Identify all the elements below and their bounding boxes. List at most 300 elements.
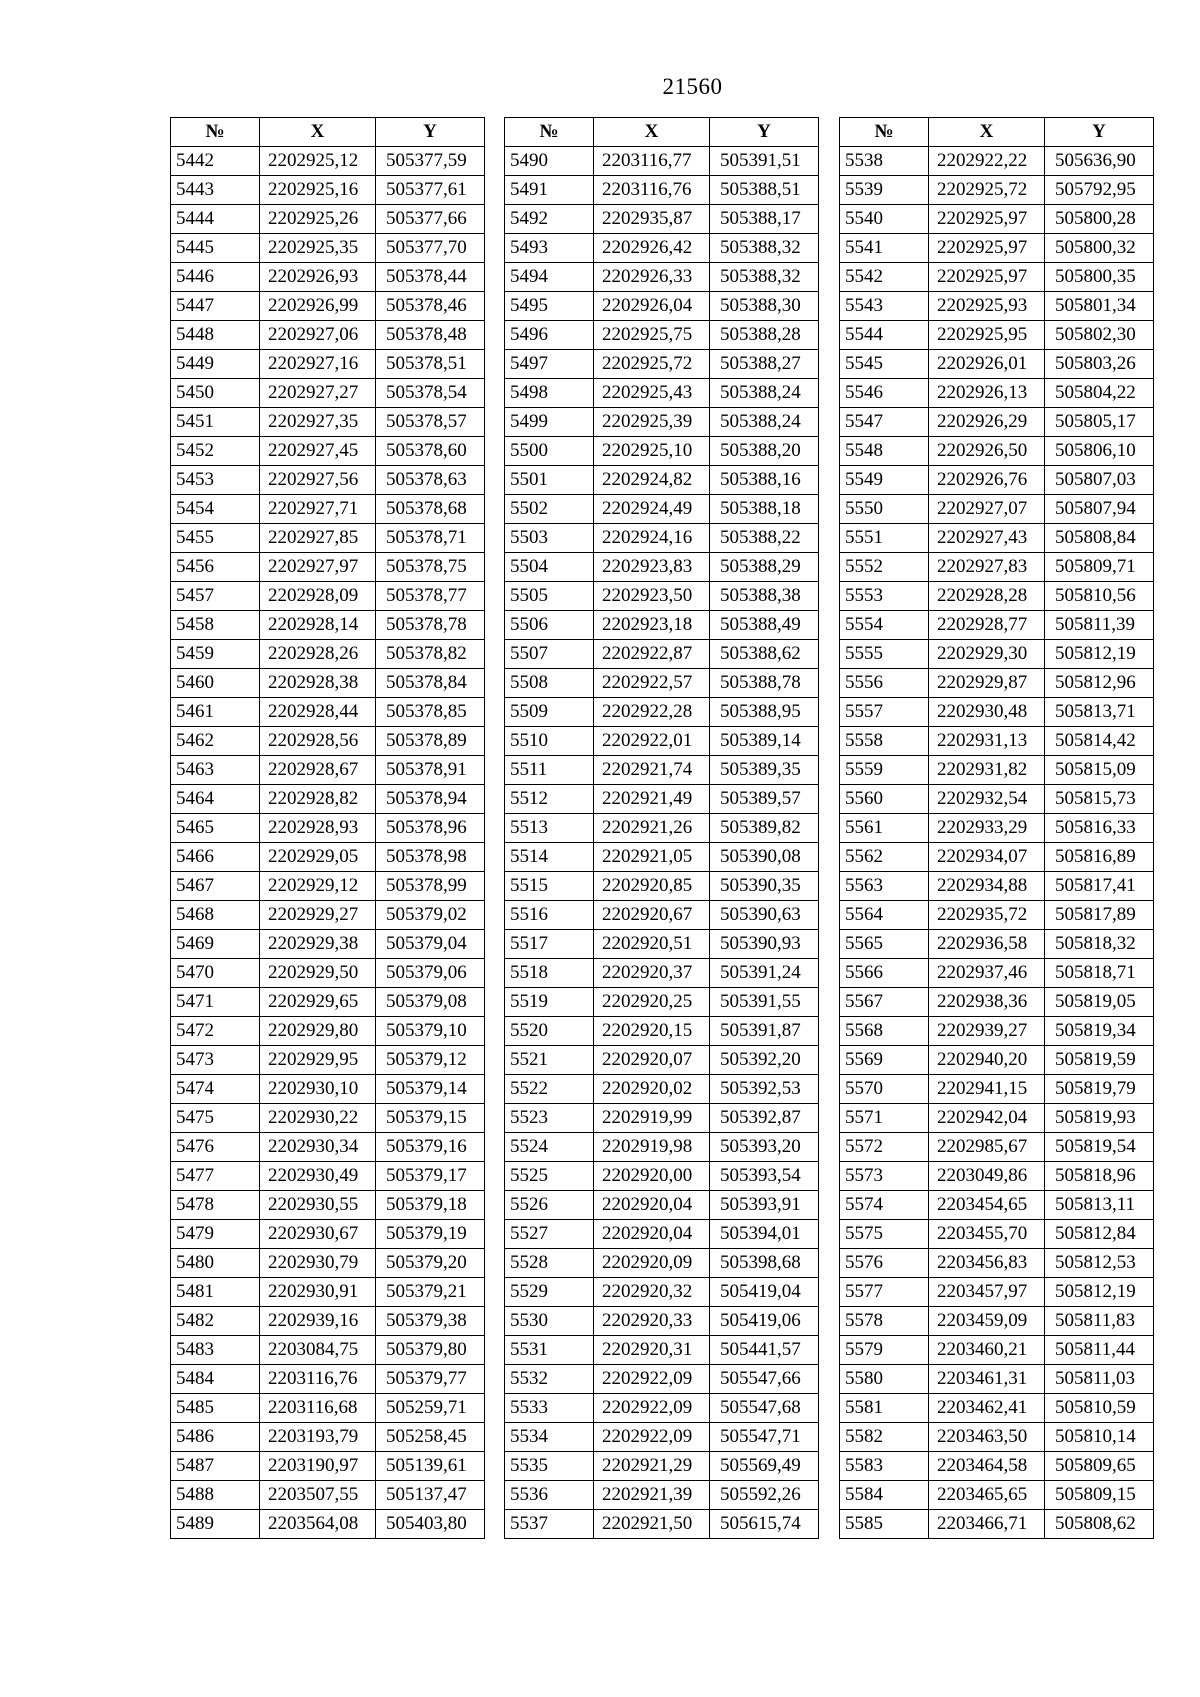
cell-y: 505419,06 <box>710 1307 819 1336</box>
cell-y: 505378,75 <box>376 553 485 582</box>
cell-x: 2202930,91 <box>260 1278 376 1307</box>
cell-number: 5487 <box>171 1452 260 1481</box>
cell-x: 2202929,30 <box>929 640 1045 669</box>
table-row <box>840 1133 1154 1162</box>
cell-y: 505377,66 <box>376 205 485 234</box>
table-row <box>505 756 819 785</box>
cell-y: 505569,49 <box>710 1452 819 1481</box>
cell-x: 2202921,39 <box>594 1481 710 1510</box>
cell-number: 5541 <box>840 234 929 263</box>
table-row <box>840 321 1154 350</box>
cell-x: 2202922,09 <box>594 1423 710 1452</box>
cell-x: 2202929,05 <box>260 843 376 872</box>
cell-x: 2202925,97 <box>929 263 1045 292</box>
cell-y: 505378,78 <box>376 611 485 640</box>
cell-x: 2202929,50 <box>260 959 376 988</box>
table-row <box>505 959 819 988</box>
cell-number: 5532 <box>505 1365 594 1394</box>
table-row <box>840 1191 1154 1220</box>
cell-number: 5469 <box>171 930 260 959</box>
cell-x: 2202927,85 <box>260 524 376 553</box>
cell-y: 505392,53 <box>710 1075 819 1104</box>
cell-y: 505388,78 <box>710 669 819 698</box>
cell-x: 2202926,04 <box>594 292 710 321</box>
table-row <box>840 1394 1154 1423</box>
cell-x: 2202942,04 <box>929 1104 1045 1133</box>
cell-y: 505809,15 <box>1045 1481 1154 1510</box>
table-row <box>840 205 1154 234</box>
cell-y: 505819,05 <box>1045 988 1154 1017</box>
cell-x: 2202931,13 <box>929 727 1045 756</box>
table-row <box>171 1365 485 1394</box>
table-row <box>171 611 485 640</box>
cell-y: 505379,20 <box>376 1249 485 1278</box>
cell-number: 5544 <box>840 321 929 350</box>
header-x: X <box>929 118 1045 147</box>
cell-number: 5553 <box>840 582 929 611</box>
table-row <box>505 205 819 234</box>
cell-y: 505378,82 <box>376 640 485 669</box>
table-row <box>171 147 485 176</box>
cell-x: 2202928,67 <box>260 756 376 785</box>
cell-number: 5450 <box>171 379 260 408</box>
cell-y: 505815,09 <box>1045 756 1154 785</box>
cell-x: 2202926,50 <box>929 437 1045 466</box>
cell-y: 505817,89 <box>1045 901 1154 930</box>
cell-x: 2202927,06 <box>260 321 376 350</box>
table-row <box>505 1481 819 1510</box>
cell-x: 2203464,58 <box>929 1452 1045 1481</box>
table-row <box>171 524 485 553</box>
cell-y: 505810,14 <box>1045 1423 1154 1452</box>
table-row <box>171 785 485 814</box>
cell-x: 2202920,02 <box>594 1075 710 1104</box>
cell-x: 2202927,16 <box>260 350 376 379</box>
table-row <box>505 785 819 814</box>
cell-x: 2202920,00 <box>594 1162 710 1191</box>
cell-y: 505379,06 <box>376 959 485 988</box>
cell-number: 5490 <box>505 147 594 176</box>
table-row <box>840 1162 1154 1191</box>
cell-y: 505139,61 <box>376 1452 485 1481</box>
cell-x: 2202927,97 <box>260 553 376 582</box>
cell-number: 5539 <box>840 176 929 205</box>
cell-y: 505388,16 <box>710 466 819 495</box>
cell-number: 5503 <box>505 524 594 553</box>
table-row <box>171 437 485 466</box>
cell-number: 5442 <box>171 147 260 176</box>
cell-x: 2202930,10 <box>260 1075 376 1104</box>
cell-y: 505636,90 <box>1045 147 1154 176</box>
cell-number: 5559 <box>840 756 929 785</box>
cell-x: 2203457,97 <box>929 1278 1045 1307</box>
cell-y: 505389,14 <box>710 727 819 756</box>
cell-x: 2202919,98 <box>594 1133 710 1162</box>
cell-x: 2203564,08 <box>260 1510 376 1539</box>
cell-y: 505378,91 <box>376 756 485 785</box>
cell-y: 505816,89 <box>1045 843 1154 872</box>
cell-number: 5545 <box>840 350 929 379</box>
cell-x: 2202921,50 <box>594 1510 710 1539</box>
table-row <box>171 1017 485 1046</box>
cell-number: 5515 <box>505 872 594 901</box>
cell-y: 505818,71 <box>1045 959 1154 988</box>
cell-y: 505392,87 <box>710 1104 819 1133</box>
cell-y: 505258,45 <box>376 1423 485 1452</box>
cell-x: 2202933,29 <box>929 814 1045 843</box>
cell-x: 2202925,72 <box>929 176 1045 205</box>
cell-number: 5446 <box>171 263 260 292</box>
cell-y: 505811,39 <box>1045 611 1154 640</box>
cell-number: 5579 <box>840 1336 929 1365</box>
cell-x: 2202927,35 <box>260 408 376 437</box>
cell-number: 5448 <box>171 321 260 350</box>
cell-number: 5453 <box>171 466 260 495</box>
cell-x: 2202938,36 <box>929 988 1045 1017</box>
cell-number: 5556 <box>840 669 929 698</box>
cell-y: 505388,51 <box>710 176 819 205</box>
cell-number: 5477 <box>171 1162 260 1191</box>
cell-y: 505819,79 <box>1045 1075 1154 1104</box>
cell-y: 505812,19 <box>1045 640 1154 669</box>
cell-number: 5495 <box>505 292 594 321</box>
cell-y: 505800,28 <box>1045 205 1154 234</box>
cell-y: 505547,66 <box>710 1365 819 1394</box>
table-row <box>505 988 819 1017</box>
cell-y: 505807,94 <box>1045 495 1154 524</box>
cell-number: 5524 <box>505 1133 594 1162</box>
cell-number: 5525 <box>505 1162 594 1191</box>
cell-x: 2202928,56 <box>260 727 376 756</box>
table-row <box>171 1249 485 1278</box>
header-number: № <box>840 118 929 147</box>
table-row <box>840 640 1154 669</box>
table-row <box>171 321 485 350</box>
cell-y: 505808,84 <box>1045 524 1154 553</box>
table-row <box>505 350 819 379</box>
table-row <box>840 1278 1154 1307</box>
table-row <box>840 495 1154 524</box>
cell-y: 505388,32 <box>710 263 819 292</box>
cell-number: 5452 <box>171 437 260 466</box>
cell-number: 5555 <box>840 640 929 669</box>
cell-number: 5505 <box>505 582 594 611</box>
cell-number: 5570 <box>840 1075 929 1104</box>
cell-number: 5562 <box>840 843 929 872</box>
table-row <box>840 669 1154 698</box>
table-row <box>171 640 485 669</box>
header-x: X <box>594 118 710 147</box>
cell-x: 2202925,16 <box>260 176 376 205</box>
table-row <box>505 292 819 321</box>
cell-number: 5551 <box>840 524 929 553</box>
cell-x: 2202922,09 <box>594 1365 710 1394</box>
cell-number: 5455 <box>171 524 260 553</box>
cell-number: 5568 <box>840 1017 929 1046</box>
cell-number: 5516 <box>505 901 594 930</box>
cell-number: 5538 <box>840 147 929 176</box>
cell-x: 2202924,82 <box>594 466 710 495</box>
cell-x: 2202929,12 <box>260 872 376 901</box>
cell-y: 505393,20 <box>710 1133 819 1162</box>
cell-number: 5582 <box>840 1423 929 1452</box>
cell-number: 5467 <box>171 872 260 901</box>
cell-number: 5459 <box>171 640 260 669</box>
cell-number: 5574 <box>840 1191 929 1220</box>
table-row <box>840 756 1154 785</box>
table-row <box>840 1452 1154 1481</box>
cell-y: 505388,62 <box>710 640 819 669</box>
cell-y: 505379,18 <box>376 1191 485 1220</box>
table-header-row <box>505 118 819 147</box>
cell-y: 505378,63 <box>376 466 485 495</box>
cell-y: 505378,54 <box>376 379 485 408</box>
table-row <box>505 1365 819 1394</box>
cell-number: 5479 <box>171 1220 260 1249</box>
table-row <box>171 669 485 698</box>
cell-number: 5465 <box>171 814 260 843</box>
cell-x: 2202929,27 <box>260 901 376 930</box>
table-row <box>505 379 819 408</box>
cell-x: 2202939,27 <box>929 1017 1045 1046</box>
header-number: № <box>505 118 594 147</box>
cell-x: 2202928,77 <box>929 611 1045 640</box>
cell-x: 2202920,04 <box>594 1220 710 1249</box>
cell-number: 5499 <box>505 408 594 437</box>
cell-x: 2202928,82 <box>260 785 376 814</box>
table-row <box>840 959 1154 988</box>
table-row <box>840 1104 1154 1133</box>
cell-y: 505389,82 <box>710 814 819 843</box>
cell-number: 5461 <box>171 698 260 727</box>
cell-x: 2202923,18 <box>594 611 710 640</box>
cell-number: 5496 <box>505 321 594 350</box>
table-row <box>171 234 485 263</box>
cell-number: 5518 <box>505 959 594 988</box>
table-row <box>505 466 819 495</box>
cell-x: 2202928,26 <box>260 640 376 669</box>
cell-number: 5444 <box>171 205 260 234</box>
cell-x: 2202934,88 <box>929 872 1045 901</box>
table-row <box>505 582 819 611</box>
table-row <box>840 408 1154 437</box>
cell-x: 2203116,76 <box>594 176 710 205</box>
cell-y: 505378,48 <box>376 321 485 350</box>
cell-y: 505377,70 <box>376 234 485 263</box>
cell-y: 505813,71 <box>1045 698 1154 727</box>
cell-number: 5552 <box>840 553 929 582</box>
table-row <box>840 901 1154 930</box>
table-row <box>505 669 819 698</box>
cell-number: 5528 <box>505 1249 594 1278</box>
cell-number: 5565 <box>840 930 929 959</box>
cell-number: 5482 <box>171 1307 260 1336</box>
cell-y: 505388,32 <box>710 234 819 263</box>
cell-number: 5472 <box>171 1017 260 1046</box>
cell-x: 2202921,26 <box>594 814 710 843</box>
cell-x: 2202926,01 <box>929 350 1045 379</box>
cell-x: 2202920,67 <box>594 901 710 930</box>
table-row <box>840 988 1154 1017</box>
cell-number: 5478 <box>171 1191 260 1220</box>
table-row <box>171 1046 485 1075</box>
cell-x: 2203116,76 <box>260 1365 376 1394</box>
cell-x: 2203462,41 <box>929 1394 1045 1423</box>
cell-x: 2202920,51 <box>594 930 710 959</box>
cell-number: 5443 <box>171 176 260 205</box>
table-row <box>505 553 819 582</box>
table-row <box>840 1017 1154 1046</box>
table-row <box>840 466 1154 495</box>
cell-number: 5512 <box>505 785 594 814</box>
cell-x: 2203084,75 <box>260 1336 376 1365</box>
cell-x: 2203456,83 <box>929 1249 1045 1278</box>
cell-y: 505393,91 <box>710 1191 819 1220</box>
cell-x: 2202926,93 <box>260 263 376 292</box>
cell-y: 505615,74 <box>710 1510 819 1539</box>
cell-y: 505809,71 <box>1045 553 1154 582</box>
table-row <box>505 524 819 553</box>
cell-number: 5494 <box>505 263 594 292</box>
cell-number: 5497 <box>505 350 594 379</box>
cell-y: 505813,11 <box>1045 1191 1154 1220</box>
cell-number: 5563 <box>840 872 929 901</box>
table-row <box>505 437 819 466</box>
page-number: 21560 <box>662 74 723 99</box>
cell-x: 2202929,95 <box>260 1046 376 1075</box>
cell-y: 505391,24 <box>710 959 819 988</box>
cell-x: 2202920,37 <box>594 959 710 988</box>
cell-x: 2203459,09 <box>929 1307 1045 1336</box>
table-row <box>505 1423 819 1452</box>
cell-x: 2202928,14 <box>260 611 376 640</box>
cell-x: 2202927,45 <box>260 437 376 466</box>
cell-x: 2202935,72 <box>929 901 1045 930</box>
table-row <box>840 1365 1154 1394</box>
cell-y: 505379,38 <box>376 1307 485 1336</box>
cell-number: 5533 <box>505 1394 594 1423</box>
table-row <box>171 1394 485 1423</box>
cell-y: 505805,17 <box>1045 408 1154 437</box>
header-y: Y <box>710 118 819 147</box>
cell-y: 505388,95 <box>710 698 819 727</box>
cell-x: 2202939,16 <box>260 1307 376 1336</box>
cell-x: 2202940,20 <box>929 1046 1045 1075</box>
cell-number: 5529 <box>505 1278 594 1307</box>
cell-x: 2202985,67 <box>929 1133 1045 1162</box>
cell-y: 505419,04 <box>710 1278 819 1307</box>
cell-y: 505379,02 <box>376 901 485 930</box>
coordinates-table-2 <box>504 117 819 1539</box>
cell-x: 2202920,25 <box>594 988 710 1017</box>
cell-y: 505379,10 <box>376 1017 485 1046</box>
cell-y: 505815,73 <box>1045 785 1154 814</box>
cell-x: 2202927,07 <box>929 495 1045 524</box>
cell-y: 505392,20 <box>710 1046 819 1075</box>
cell-x: 2202920,07 <box>594 1046 710 1075</box>
cell-x: 2202930,79 <box>260 1249 376 1278</box>
cell-x: 2202927,27 <box>260 379 376 408</box>
table-row <box>505 1336 819 1365</box>
cell-x: 2202925,12 <box>260 147 376 176</box>
table-row <box>505 814 819 843</box>
table-row <box>840 611 1154 640</box>
cell-number: 5470 <box>171 959 260 988</box>
cell-x: 2202925,35 <box>260 234 376 263</box>
cell-x: 2202930,49 <box>260 1162 376 1191</box>
cell-x: 2202927,71 <box>260 495 376 524</box>
table-row <box>840 176 1154 205</box>
cell-x: 2202929,38 <box>260 930 376 959</box>
cell-x: 2203454,65 <box>929 1191 1045 1220</box>
cell-x: 2202930,67 <box>260 1220 376 1249</box>
cell-number: 5530 <box>505 1307 594 1336</box>
cell-number: 5501 <box>505 466 594 495</box>
table-row <box>171 1191 485 1220</box>
cell-number: 5535 <box>505 1452 594 1481</box>
table-row <box>505 1162 819 1191</box>
cell-y: 505814,42 <box>1045 727 1154 756</box>
table-row <box>505 727 819 756</box>
cell-number: 5468 <box>171 901 260 930</box>
table-row <box>840 263 1154 292</box>
cell-x: 2202929,80 <box>260 1017 376 1046</box>
cell-y: 505378,89 <box>376 727 485 756</box>
cell-y: 505390,35 <box>710 872 819 901</box>
cell-number: 5519 <box>505 988 594 1017</box>
table-row <box>840 582 1154 611</box>
cell-y: 505811,03 <box>1045 1365 1154 1394</box>
table-row <box>840 785 1154 814</box>
cell-number: 5513 <box>505 814 594 843</box>
cell-number: 5561 <box>840 814 929 843</box>
cell-x: 2202925,93 <box>929 292 1045 321</box>
cell-y: 505389,35 <box>710 756 819 785</box>
cell-number: 5536 <box>505 1481 594 1510</box>
table-row <box>840 350 1154 379</box>
cell-y: 505816,33 <box>1045 814 1154 843</box>
table-row <box>171 263 485 292</box>
cell-x: 2203049,86 <box>929 1162 1045 1191</box>
table-row <box>505 1104 819 1133</box>
table-row <box>171 1510 485 1539</box>
cell-x: 2202922,01 <box>594 727 710 756</box>
table-header-row <box>171 118 485 147</box>
cell-x: 2202928,38 <box>260 669 376 698</box>
table-row <box>171 901 485 930</box>
table-row <box>171 176 485 205</box>
cell-number: 5549 <box>840 466 929 495</box>
table-header-row <box>840 118 1154 147</box>
cell-y: 505807,03 <box>1045 466 1154 495</box>
cell-y: 505388,22 <box>710 524 819 553</box>
cell-number: 5576 <box>840 1249 929 1278</box>
table-row <box>171 1278 485 1307</box>
cell-y: 505379,04 <box>376 930 485 959</box>
cell-y: 505812,96 <box>1045 669 1154 698</box>
cell-y: 505811,83 <box>1045 1307 1154 1336</box>
table-row <box>505 930 819 959</box>
cell-x: 2202926,33 <box>594 263 710 292</box>
cell-y: 505390,08 <box>710 843 819 872</box>
cell-y: 505378,98 <box>376 843 485 872</box>
cell-x: 2202922,28 <box>594 698 710 727</box>
table-row <box>840 1046 1154 1075</box>
cell-number: 5464 <box>171 785 260 814</box>
cell-number: 5498 <box>505 379 594 408</box>
cell-y: 505378,84 <box>376 669 485 698</box>
cell-x: 2202928,09 <box>260 582 376 611</box>
